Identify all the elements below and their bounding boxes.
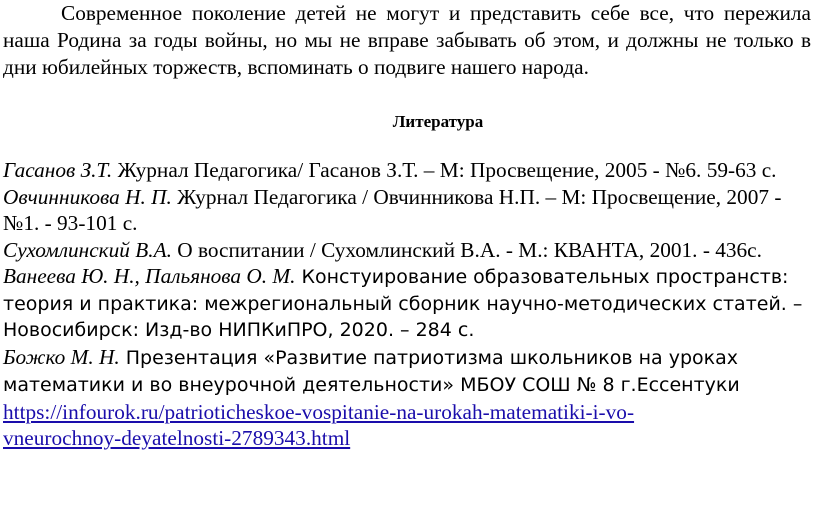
reference-item (3, 184, 811, 237)
reference-text: Журнал Педагогика/ Гасанов З.Т. – М: Просвещение, 2005 - №6. 59-63 с. (112, 158, 777, 182)
reference-item (3, 263, 811, 344)
reference-item (3, 237, 811, 264)
reference-author: Божко М. Н. (3, 344, 120, 369)
reference-link-part-2: vneurochnoy-deyatelnosti-2789343.html (3, 426, 351, 450)
reference-author: Гасанов З.Т. (3, 158, 113, 182)
intro-paragraph: Современное поколение детей не могут и представить себе все, что пережила наша Родина за годы войны, но мы не вправе забывать об этом, и должны не только в дни юбилейных торжеств, вспоминать о подвиге нашего народа. (3, 1, 811, 79)
references-list (3, 157, 811, 452)
reference-link[interactable] (3, 400, 634, 451)
reference-link-part-1: https://infourok.ru/patrioticheskoe-vospitanie-na-urokah-matematiki-i-vo- (3, 399, 635, 424)
reference-author: Овчинникова Н. П. (3, 184, 172, 209)
reference-item (3, 344, 811, 452)
reference-author: Сухомлинский В.А. (3, 237, 172, 262)
reference-text: Презентация «Развитие патриотизма школьников на уроках математики и во внеурочной деятельности» МБОУ СОШ № 8 г.Ессентуки (3, 346, 740, 396)
reference-text: О воспитании / Сухомлинский В.А. - М.: КВАНТА, 2001. - 436с. (171, 237, 762, 262)
reference-item (3, 157, 811, 184)
reference-text: Журнал Педагогика / Овчинникова Н.П. – М: Просвещение, 2007 - №1. - 93-101 с. (3, 184, 782, 235)
reference-author: Ванеева Ю. Н., Пальянова О. М. (3, 264, 296, 288)
reference-text: Констуирование образовательных пространств: теория и практика: межрегиональный сборник научно-методических статей. – Новосибирск: Изд-во НИПКиПРО, 2020. – 284 с. (3, 266, 803, 341)
references-heading: Литература (392, 112, 484, 131)
